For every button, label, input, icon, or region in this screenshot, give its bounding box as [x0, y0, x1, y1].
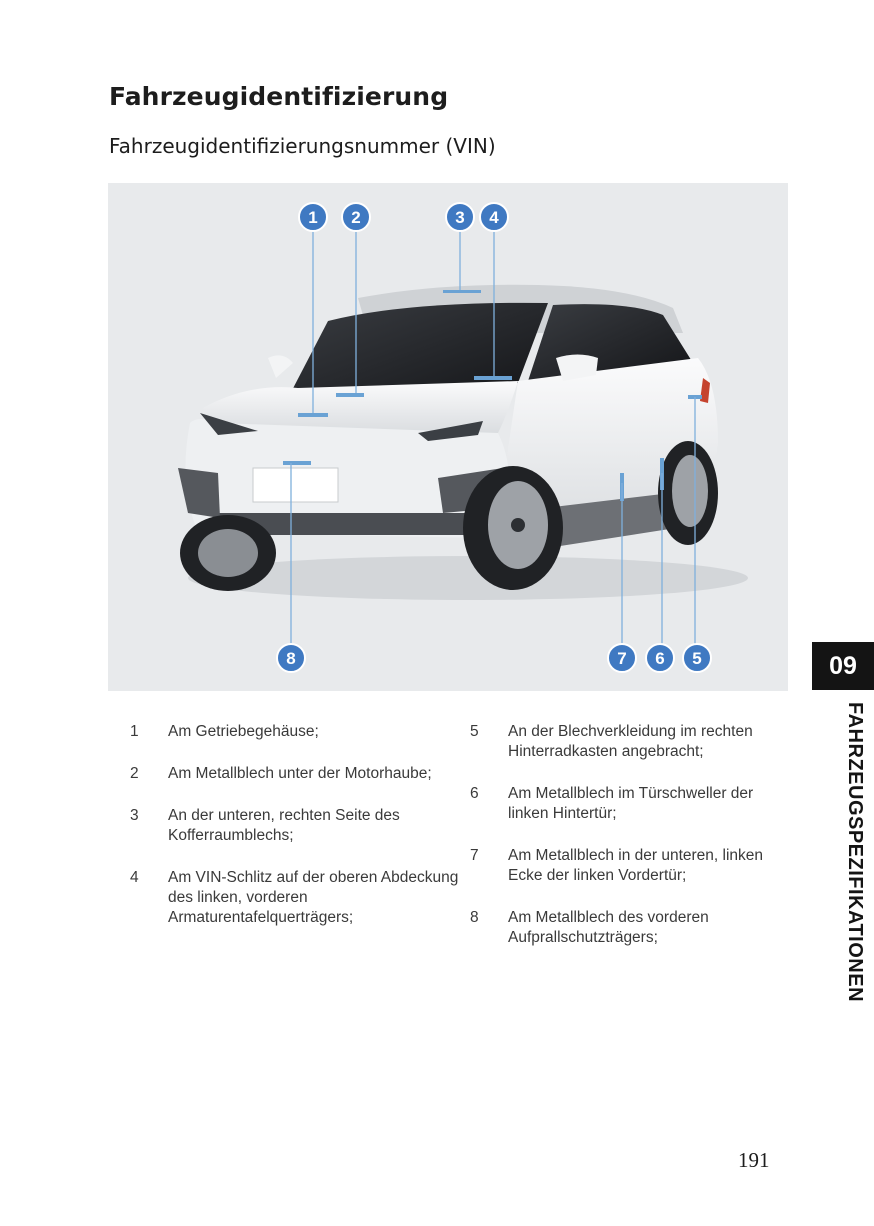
callout-label: 4	[489, 208, 499, 227]
legend-number: 3	[130, 807, 139, 824]
vehicle-illustration	[108, 183, 788, 691]
legend-item	[130, 806, 460, 846]
vehicle-figure	[108, 183, 788, 691]
legend-text: Am VIN-Schlitz auf der oberen Abdeckung des linken, vorderen Armaturentafelquerträgers;	[168, 869, 459, 926]
legend-item	[470, 722, 780, 762]
legend-number: 2	[130, 765, 139, 782]
legend-item	[130, 722, 460, 742]
legend-left-column	[130, 722, 460, 950]
page-title: Fahrzeugidentifizierung	[109, 82, 449, 111]
marker-4	[474, 376, 512, 380]
callout-label: 6	[655, 649, 665, 668]
callout-label: 1	[308, 208, 318, 227]
legend-text: Am Getriebegehäuse;	[168, 723, 319, 740]
callout-2	[342, 203, 370, 231]
callout-label: 2	[351, 208, 361, 227]
callout-label: 8	[286, 649, 296, 668]
front-wheel	[180, 515, 276, 591]
chapter-title: FAHRZEUGSPEZIFIKATIONEN	[844, 702, 866, 1003]
legend-text: An der Blechverkleidung im rechten Hinterradkasten angebracht;	[508, 723, 753, 760]
callout-5	[683, 644, 711, 672]
marker-2	[336, 393, 364, 397]
callout-4	[480, 203, 508, 231]
legend-item	[130, 764, 460, 784]
callout-label: 3	[455, 208, 465, 227]
legend-number: 8	[470, 909, 479, 926]
legend-number: 4	[130, 869, 139, 886]
legend-item	[470, 846, 780, 886]
rear-wheel	[658, 441, 718, 545]
license-plate	[253, 468, 338, 502]
legend-item	[130, 868, 460, 928]
callout-label: 7	[617, 649, 627, 668]
callout-7	[608, 644, 636, 672]
legend-text: Am Metallblech des vorderen Aufprallschutzträgers;	[508, 909, 709, 946]
legend-right-column	[470, 722, 780, 970]
marker-8	[283, 461, 311, 465]
marker-1	[298, 413, 328, 417]
legend-number: 6	[470, 785, 479, 802]
legend-text: Am Metallblech unter der Motorhaube;	[168, 765, 432, 782]
side-intake-left	[178, 468, 220, 518]
legend-text: Am Metallblech im Türschweller der linken Hintertür;	[508, 785, 754, 822]
callout-6	[646, 644, 674, 672]
legend-item	[470, 908, 780, 948]
callout-8	[277, 644, 305, 672]
callout-1	[299, 203, 327, 231]
callout-label: 5	[692, 649, 702, 668]
side-mirror-left	[268, 355, 293, 378]
legend-text: An der unteren, rechten Seite des Kofferraumblechs;	[168, 807, 400, 844]
callout-3	[446, 203, 474, 231]
page-number: 191	[738, 1148, 770, 1172]
chapter-tab: 09	[812, 642, 874, 690]
section-subtitle: Fahrzeugidentifizierungsnummer (VIN)	[109, 134, 496, 158]
legend-number: 1	[130, 723, 139, 740]
legend-item	[470, 784, 780, 824]
legend-number: 7	[470, 847, 479, 864]
front-right-wheel	[463, 466, 563, 590]
legend-number: 5	[470, 723, 479, 740]
marker-3	[443, 290, 481, 293]
car-body	[178, 285, 718, 591]
legend-text: Am Metallblech in der unteren, linken Ecke der linken Vordertür;	[508, 847, 764, 884]
